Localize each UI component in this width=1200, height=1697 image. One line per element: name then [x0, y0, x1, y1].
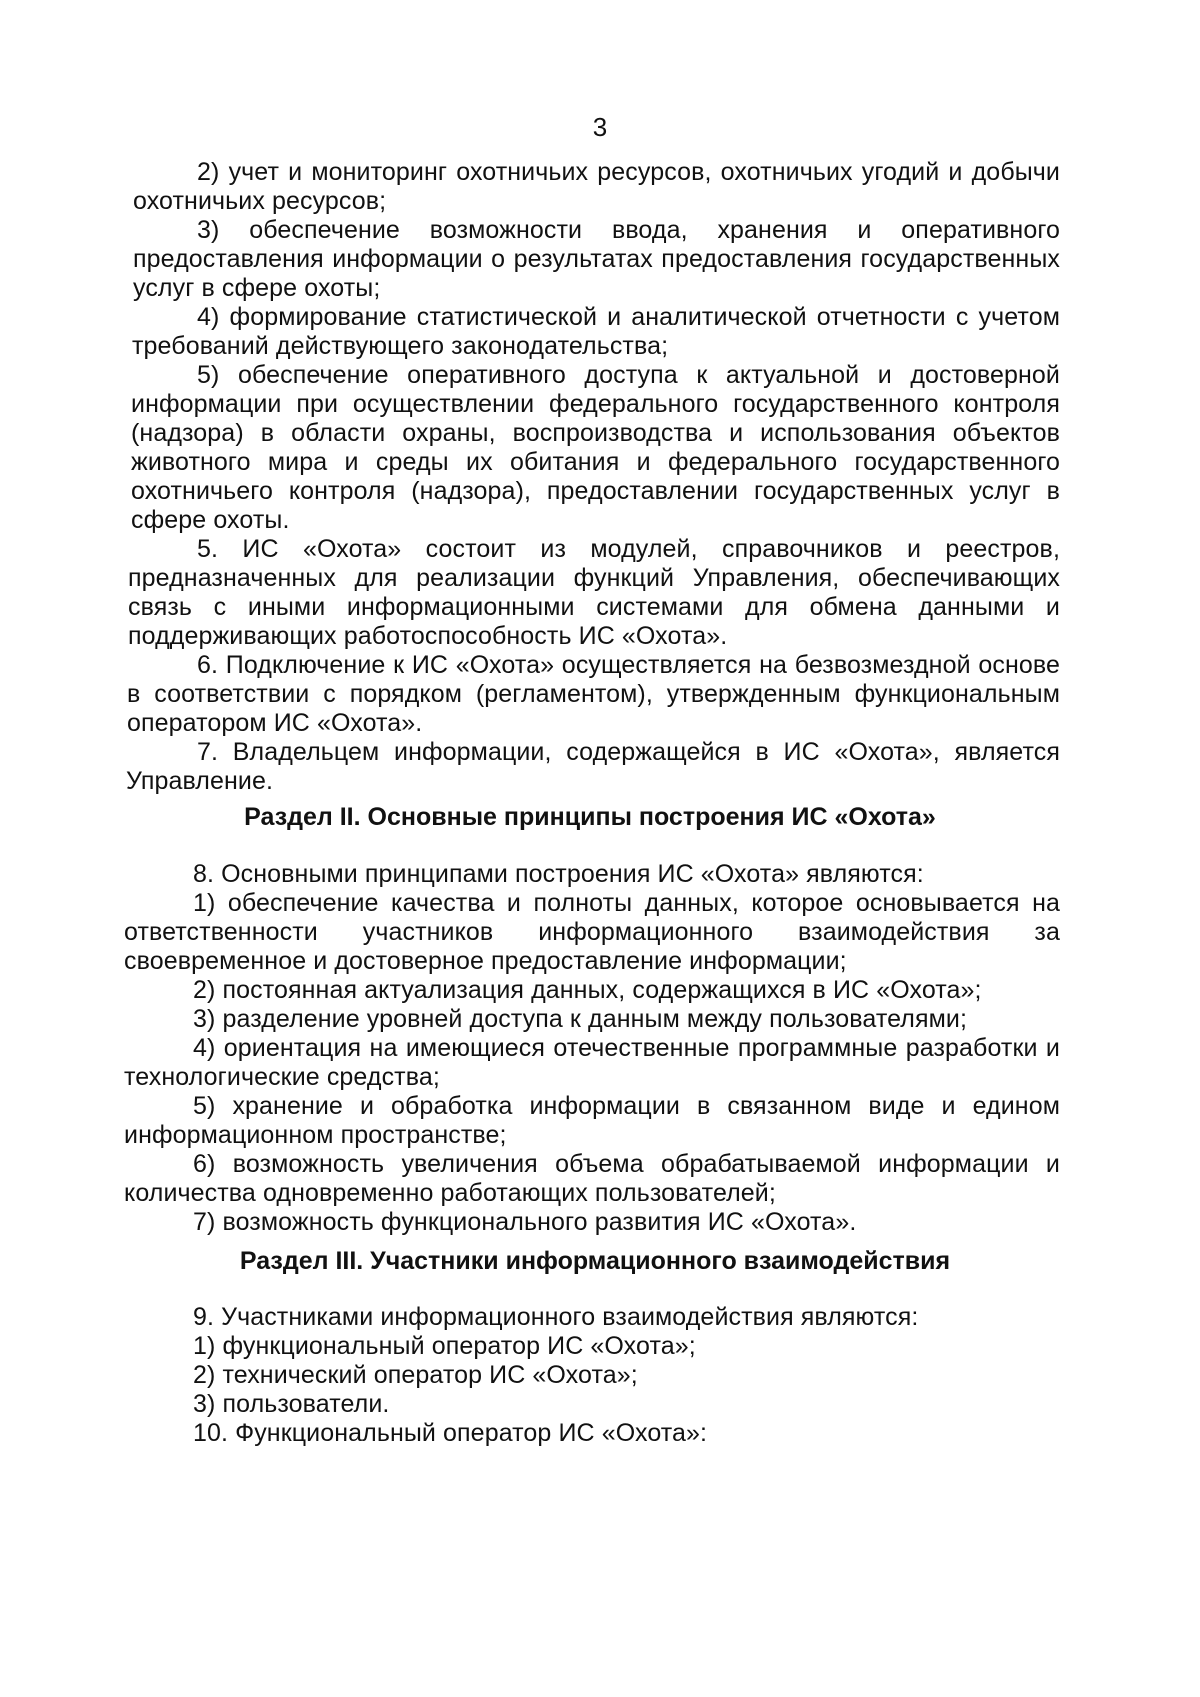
section-heading: Раздел III. Участники информационного взаимодействия [239, 1247, 951, 1275]
paragraph: 2) учет и мониторинг охотничьих ресурсов, охотничьих угодий и добычи охотничьих ресурсов; [133, 158, 1060, 215]
paragraph: 1) обеспечение качества и полноты данных, которое основывается на ответственности участников информационного взаимодействия за своевременное и достоверное предоставление информации; [124, 889, 1060, 975]
paragraph: 10. Функциональный оператор ИС «Охота»: [193, 1419, 708, 1447]
paragraph: 7. Владельцем информации, содержащейся в ИС «Охота», является Управление. [126, 738, 1060, 795]
paragraph: 5. ИС «Охота» состоит из модулей, справочников и реестров, предназначенных для реализации функций Управления, обеспечивающих связь с иными информационными системами для обмена данными и поддерживающих работоспособность ИС «Охота». [128, 535, 1060, 650]
paragraph: 7) возможность функционального развития ИС «Охота». [193, 1208, 857, 1236]
paragraph: 5) обеспечение оперативного доступа к актуальной и достоверной информации при осуществлении федерального государственного контроля (надзора) в области охраны, воспроизводства и использования объектов животного мира и среды их обитания и федерального государственного охотничьего контроля (надзора), предоставлении государственных услуг в сфере охоты. [131, 361, 1060, 534]
paragraph: 3) разделение уровней доступа к данным между пользователями; [193, 1005, 967, 1033]
section-3-heading-wrap [0, 1247, 1200, 1276]
paragraph: 8. Основными принципами построения ИС «Охота» являются: [193, 860, 924, 888]
page-number: 3 [592, 112, 608, 142]
paragraph: 9. Участниками информационного взаимодействия являются: [193, 1303, 919, 1331]
paragraph: 4) формирование статистической и аналитической отчетности с учетом требований действующего законодательства; [132, 303, 1060, 360]
paragraph: 6) возможность увеличения объема обрабатываемой информации и количества одновременно работающих пользователей; [124, 1150, 1060, 1207]
paragraph: 6. Подключение к ИС «Охота» осуществляется на безвозмездной основе в соответствии с порядком (регламентом), утвержденным функциональным оператором ИС «Охота». [127, 651, 1060, 737]
section-1-body [0, 158, 1200, 796]
section-heading: Раздел II. Основные принципы построения ИС «Охота» [244, 803, 936, 831]
paragraph: 3) обеспечение возможности ввода, хранения и оперативного предоставления информации о результатах предоставления государственных услуг в сфере охоты; [133, 216, 1060, 302]
paragraph: 1) функциональный оператор ИС «Охота»; [193, 1332, 696, 1360]
paragraph: 2) постоянная актуализация данных, содержащихся в ИС «Охота»; [193, 976, 982, 1004]
paragraph: 3) пользователи. [193, 1390, 390, 1418]
paragraph: 4) ориентация на имеющиеся отечественные программные разработки и технологические средства; [124, 1034, 1060, 1091]
paragraph: 2) технический оператор ИС «Охота»; [193, 1361, 638, 1389]
section-2-body [0, 860, 1200, 1237]
paragraph: 5) хранение и обработка информации в связанном виде и едином информационном пространстве; [124, 1092, 1060, 1149]
section-2-heading-wrap [0, 803, 1200, 832]
section-3-body [0, 1303, 1200, 1448]
